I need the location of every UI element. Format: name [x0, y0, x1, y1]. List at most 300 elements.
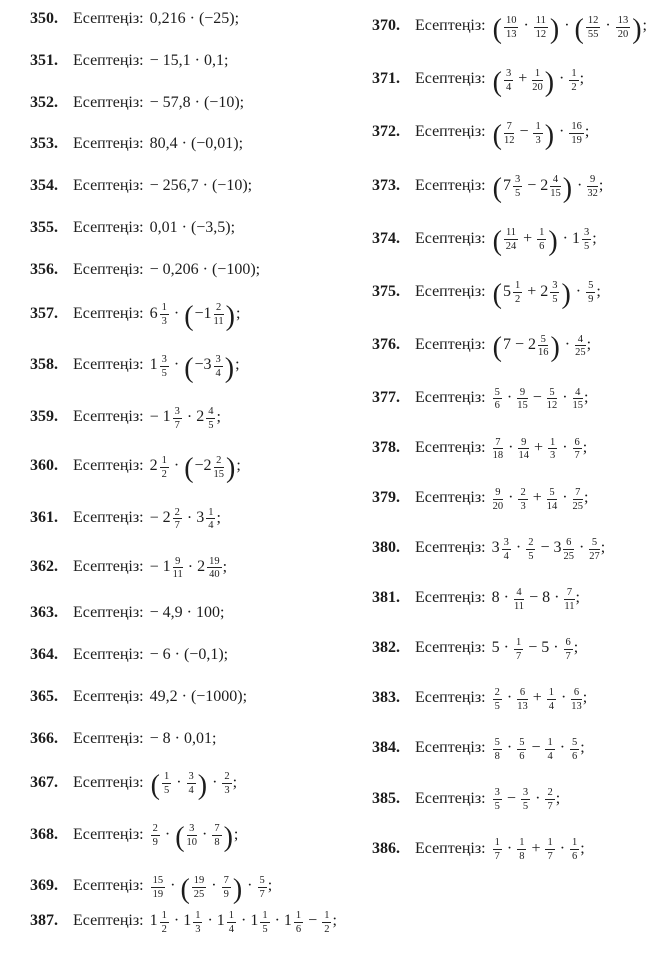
- problem-body: [415, 487, 589, 513]
- math-text: ;: [580, 839, 585, 857]
- denominator: 9: [223, 888, 229, 900]
- denominator: 7: [515, 650, 522, 662]
- problem-378: [372, 437, 664, 463]
- math-text: ;: [236, 457, 241, 475]
- denominator: 7: [547, 801, 553, 813]
- problem-label: Есептеңіз:: [415, 229, 486, 247]
- math-text: ;: [584, 123, 590, 141]
- math-text: −: [149, 557, 163, 575]
- close-paren: ): [225, 300, 235, 332]
- fraction: [503, 227, 519, 253]
- denominator: 7: [174, 520, 180, 532]
- denominator: 13: [517, 700, 528, 712]
- problem-352: [30, 94, 372, 112]
- open-paren: (: [184, 352, 194, 384]
- problem-label: Есептеңіз:: [73, 356, 144, 374]
- numerator: 2: [224, 771, 230, 783]
- numerator: 1: [547, 737, 553, 749]
- problem-label: Есептеңіз:: [73, 457, 144, 475]
- denominator: 6: [494, 400, 500, 412]
- numerator: 13: [617, 15, 629, 26]
- close-paren: ): [544, 119, 555, 151]
- whole-number: 1: [162, 557, 171, 575]
- problem-376: [372, 334, 664, 363]
- fraction: [503, 68, 514, 94]
- math-text: ·: [243, 877, 257, 895]
- problem-label: Есептеңіз:: [73, 51, 144, 69]
- math-text: ;: [600, 539, 606, 557]
- problem-number: 379.: [372, 489, 400, 507]
- problem-368: [30, 823, 372, 852]
- mixed-number: [502, 280, 523, 306]
- numerator: 1: [324, 910, 330, 921]
- problem-number: 377.: [372, 388, 400, 406]
- numerator: 15: [152, 875, 164, 887]
- denominator: 6: [572, 851, 578, 863]
- problem-373: [372, 174, 664, 203]
- fraction: [186, 771, 197, 797]
- problem-number: 373.: [372, 176, 400, 194]
- problem-number: 369.: [30, 877, 58, 895]
- numerator: 10: [505, 15, 517, 26]
- denominator: 5: [208, 419, 214, 431]
- math-text: − 5 ·: [524, 639, 563, 657]
- problem-362: [30, 556, 372, 582]
- denominator: 20: [492, 500, 504, 512]
- denominator: 7: [547, 851, 553, 863]
- numerator: 3: [514, 174, 521, 186]
- math-text: ·: [555, 123, 569, 141]
- problem-number: 382.: [372, 639, 400, 657]
- whole-number: 2: [197, 557, 206, 575]
- math-text: +: [519, 229, 537, 247]
- problem-359: [30, 406, 372, 432]
- whole-number: 3: [553, 539, 562, 557]
- math-text: −: [149, 508, 163, 526]
- math-text: ;: [332, 912, 337, 930]
- math-text: ;: [582, 438, 588, 456]
- problem-label: Есептеңіз:: [415, 539, 486, 557]
- fraction: [161, 771, 172, 797]
- denominator: 8: [519, 851, 525, 863]
- math-text: +: [523, 282, 541, 300]
- problem-355: [30, 219, 372, 237]
- math-expression: [150, 94, 244, 111]
- denominator: 3: [195, 923, 201, 935]
- problem-369: [30, 875, 372, 904]
- math-text: 0,01 · (−3,5);: [149, 218, 236, 236]
- math-text: ·: [166, 877, 180, 895]
- problem-number: 386.: [372, 839, 400, 857]
- math-text: ·: [556, 689, 571, 707]
- math-expression: [149, 910, 337, 935]
- problem-363: [30, 604, 372, 622]
- mixed-number: [149, 302, 170, 327]
- fraction: [512, 174, 523, 200]
- math-text: − 15,1 · 0,1;: [149, 51, 229, 69]
- problem-label: Есептеңіз:: [415, 689, 486, 707]
- numerator: 1: [539, 227, 545, 239]
- problem-label: Есептеңіз:: [415, 839, 486, 857]
- denominator: 2: [514, 294, 521, 306]
- problem-body: [73, 730, 216, 748]
- fraction: [570, 687, 583, 713]
- open-paren: (: [150, 769, 160, 801]
- bottom-row: [30, 910, 665, 936]
- problem-body: [415, 637, 578, 663]
- problem-366: [30, 730, 372, 748]
- open-paren: (: [492, 119, 502, 151]
- math-text: ;: [236, 304, 241, 322]
- math-text: ·: [502, 388, 517, 406]
- whole-number: 2: [527, 335, 536, 353]
- numerator: 11: [535, 15, 546, 26]
- numerator: 9: [587, 174, 598, 187]
- problem-label: Есептеңіз:: [73, 773, 144, 791]
- problem-number: 350.: [30, 10, 58, 27]
- mixed-number: [203, 354, 224, 379]
- open-paren: (: [175, 821, 185, 853]
- problem-number: 387.: [30, 912, 58, 930]
- fraction: [525, 537, 536, 563]
- problem-number: 357.: [30, 304, 58, 322]
- denominator: 12: [546, 400, 558, 412]
- numerator: 1: [535, 121, 541, 133]
- denominator: 15: [517, 400, 528, 412]
- math-expression: [491, 536, 606, 562]
- numerator: 1: [572, 837, 578, 849]
- math-text: ·: [169, 912, 184, 930]
- mixed-number: [149, 454, 170, 480]
- whole-number: 3: [203, 356, 212, 374]
- denominator: 5: [552, 294, 558, 306]
- problem-number: 381.: [372, 589, 400, 607]
- math-text: 49,2 · (−1000);: [149, 687, 248, 705]
- fraction: [501, 537, 512, 563]
- denominator: 25: [575, 347, 586, 359]
- problem-label: Есептеңіз:: [73, 135, 144, 153]
- problem-number: 364.: [30, 646, 58, 664]
- math-text: ·: [519, 17, 533, 35]
- math-text: ;: [232, 773, 238, 791]
- denominator: 7: [494, 851, 500, 863]
- math-expression: [149, 506, 221, 532]
- problem-label: Есептеңіз:: [415, 438, 486, 456]
- numerator: 7: [223, 875, 229, 887]
- math-expression: [492, 436, 588, 462]
- fraction: [563, 587, 575, 613]
- denominator: 8: [494, 750, 500, 762]
- math-text: ·: [573, 176, 587, 194]
- problem-number: 362.: [30, 557, 58, 575]
- problem-body: [73, 455, 241, 484]
- math-text: ·: [198, 825, 212, 843]
- math-text: ·: [574, 539, 589, 557]
- math-expression: [150, 219, 235, 236]
- denominator: 19: [152, 888, 164, 900]
- problem-body: [73, 771, 237, 800]
- fraction: [516, 737, 527, 763]
- numerator: 1: [208, 506, 214, 518]
- fraction: [159, 302, 170, 328]
- math-expression: [150, 10, 239, 27]
- problem-label: Есептеңіз:: [415, 489, 486, 507]
- whole-number: 7: [502, 176, 511, 194]
- numerator: 1: [161, 910, 167, 921]
- denominator: 5: [163, 785, 170, 797]
- denominator: 4: [547, 750, 553, 762]
- problem-body: [73, 94, 244, 112]
- math-text: ·: [237, 912, 251, 930]
- math-expression: [492, 172, 604, 204]
- fraction: [226, 910, 237, 936]
- denominator: 11: [213, 316, 224, 327]
- problem-label: Есептеңіз:: [73, 646, 144, 664]
- numerator: 5: [589, 537, 600, 550]
- numerator: 1: [228, 910, 235, 921]
- numerator: 9: [518, 437, 529, 450]
- fraction: [533, 15, 549, 41]
- denominator: 3: [224, 785, 230, 797]
- problem-354: [30, 177, 372, 195]
- math-text: ·: [182, 508, 197, 526]
- denominator: 12: [503, 134, 515, 146]
- close-paren: ): [549, 13, 560, 45]
- problem-number: 383.: [372, 689, 400, 707]
- numerator: 6: [565, 637, 571, 649]
- fraction: [172, 507, 183, 533]
- problem-number: 351.: [30, 51, 58, 69]
- math-text: − 6 · (−0,1);: [149, 646, 229, 664]
- denominator: 18: [492, 450, 504, 462]
- denominator: 32: [587, 188, 598, 200]
- problem-label: Есептеңіз:: [73, 218, 144, 236]
- mixed-number: [250, 910, 270, 935]
- denominator: 4: [548, 700, 554, 712]
- problem-number: 361.: [30, 508, 58, 526]
- math-text: − 4,9 · 100;: [149, 604, 225, 622]
- problem-label: Есептеңіз:: [415, 589, 486, 607]
- numerator: 2: [174, 506, 180, 518]
- fraction: [520, 787, 531, 813]
- mixed-number: [540, 174, 562, 200]
- fraction: [211, 823, 222, 849]
- numerator: 11: [505, 227, 517, 239]
- math-text: ;: [579, 70, 585, 88]
- numerator: 19: [193, 875, 205, 887]
- numerator: 2: [214, 455, 225, 468]
- math-text: ;: [575, 589, 580, 607]
- problem-382: [372, 637, 664, 663]
- fraction: [512, 280, 523, 306]
- numerator: 6: [574, 436, 580, 448]
- mixed-number: [283, 910, 304, 935]
- whole-number: 2: [540, 282, 549, 300]
- problem-label: Есептеңіз:: [73, 408, 144, 426]
- numerator: 5: [259, 875, 265, 887]
- denominator: 2: [324, 923, 330, 935]
- math-text: −: [515, 123, 533, 141]
- problem-365: [30, 688, 372, 706]
- fraction: [503, 15, 520, 41]
- problem-body: [415, 121, 589, 150]
- denominator: 25: [572, 500, 584, 512]
- numerator: 1: [161, 454, 167, 466]
- numerator: 6: [571, 687, 582, 700]
- problem-body: [415, 837, 585, 863]
- math-expression: [149, 406, 221, 431]
- numerator: 2: [214, 302, 224, 315]
- math-text: −: [527, 739, 545, 757]
- mixed-number: [162, 555, 184, 581]
- denominator: 13: [571, 700, 582, 712]
- problem-number: 370.: [372, 17, 400, 35]
- problem-number: 378.: [372, 438, 400, 456]
- numerator: 1: [163, 771, 170, 783]
- math-text: ;: [222, 557, 228, 575]
- math-text: ·: [560, 17, 574, 35]
- numerator: 3: [174, 406, 180, 417]
- mixed-number: [197, 555, 223, 581]
- numerator: 7: [573, 487, 584, 500]
- problem-body: [415, 537, 605, 563]
- whole-number: 3: [196, 508, 205, 526]
- numerator: 5: [572, 737, 578, 749]
- fraction: [569, 837, 580, 863]
- whole-number: 2: [149, 457, 158, 475]
- problem-number: 355.: [30, 218, 58, 236]
- problem-body: [73, 823, 238, 852]
- math-text: ·: [555, 839, 570, 857]
- math-text: ;: [573, 639, 579, 657]
- numerator: 2: [547, 787, 553, 799]
- numerator: 6: [517, 687, 528, 700]
- fraction: [150, 875, 167, 901]
- problem-number: 352.: [30, 93, 58, 111]
- denominator: 15: [572, 400, 584, 412]
- math-text: ·: [183, 557, 198, 575]
- denominator: 11: [172, 569, 183, 581]
- denominator: 40: [209, 569, 220, 581]
- math-text: ·: [207, 877, 221, 895]
- math-text: − 0,206 · (−100);: [149, 260, 261, 278]
- denominator: 27: [589, 550, 600, 562]
- fraction: [492, 787, 503, 813]
- fraction: [159, 910, 170, 936]
- math-expression: [492, 837, 585, 863]
- whole-number: 1: [149, 356, 158, 374]
- fraction: [492, 687, 503, 713]
- problem-379: [372, 487, 664, 513]
- whole-number: 1: [572, 229, 580, 247]
- math-text: ;: [580, 739, 585, 757]
- math-expression: [150, 769, 238, 801]
- fraction: [492, 737, 503, 763]
- math-text: +: [528, 689, 546, 707]
- close-paren: ): [561, 278, 571, 310]
- problem-381: [372, 587, 664, 613]
- fraction: [259, 910, 270, 936]
- math-expression: [492, 119, 590, 151]
- denominator: 20: [617, 28, 629, 40]
- right-column: [372, 10, 664, 863]
- fraction: [572, 387, 585, 413]
- fraction: [492, 487, 505, 513]
- problem-label: Есептеңіз:: [415, 282, 486, 300]
- math-text: ;: [584, 388, 589, 406]
- problem-number: 368.: [30, 825, 58, 843]
- numerator: 6: [563, 537, 574, 550]
- denominator: 2: [571, 81, 577, 93]
- fraction: [569, 737, 580, 763]
- math-text: 0,216 · (−25);: [149, 10, 240, 27]
- math-text: ·: [172, 773, 186, 791]
- math-expression: [492, 13, 647, 45]
- fraction: [213, 354, 224, 380]
- problem-number: 376.: [372, 335, 400, 353]
- fraction: [257, 875, 268, 901]
- denominator: 11: [513, 600, 525, 612]
- problem-label: Есептеңіз:: [415, 335, 486, 353]
- problem-label: Есептеңіз:: [415, 123, 486, 141]
- math-text: ·: [169, 304, 184, 322]
- math-text: +: [528, 489, 546, 507]
- math-expression: [492, 486, 589, 512]
- math-text: ;: [592, 229, 597, 247]
- problem-label: Есептеңіз:: [73, 687, 144, 705]
- math-expression: [150, 688, 247, 705]
- denominator: 7: [574, 450, 580, 462]
- math-expression: [150, 604, 225, 621]
- problem-label: Есептеңіз:: [73, 557, 144, 575]
- problem-374: [372, 227, 664, 256]
- numerator: 4: [575, 334, 586, 347]
- denominator: 4: [188, 785, 194, 797]
- denominator: 12: [535, 28, 547, 40]
- fraction: [568, 68, 579, 94]
- fraction: [159, 455, 170, 481]
- problem-label: Есептеңіз:: [415, 17, 486, 35]
- mixed-number: [203, 302, 225, 327]
- problem-number: 353.: [30, 135, 58, 153]
- whole-number: 1: [149, 912, 158, 930]
- numerator: 1: [549, 436, 556, 448]
- math-expression: [149, 555, 228, 581]
- denominator: 5: [161, 367, 167, 379]
- mixed-number: [502, 174, 523, 200]
- math-text: 8 ·: [491, 589, 513, 607]
- math-text: ·: [504, 489, 518, 507]
- numerator: 1: [571, 68, 577, 80]
- mixed-number: [196, 506, 216, 532]
- mixed-number: [540, 280, 560, 306]
- open-paren: (: [492, 278, 502, 310]
- math-expression: [491, 586, 580, 612]
- problem-number: 371.: [372, 70, 400, 88]
- fraction: [293, 910, 304, 936]
- fraction: [572, 437, 583, 463]
- math-text: ·: [571, 282, 586, 300]
- denominator: 3: [535, 134, 541, 146]
- problem-label: Есептеңіз:: [73, 508, 144, 526]
- problem-351: [30, 52, 372, 70]
- denominator: 5: [494, 801, 500, 813]
- denominator: 4: [503, 550, 509, 562]
- math-text: ;: [555, 789, 561, 807]
- math-text: − 256,7 · (−10);: [149, 177, 253, 194]
- problem-label: Есептеңіз:: [73, 10, 144, 27]
- numerator: 1: [515, 637, 522, 649]
